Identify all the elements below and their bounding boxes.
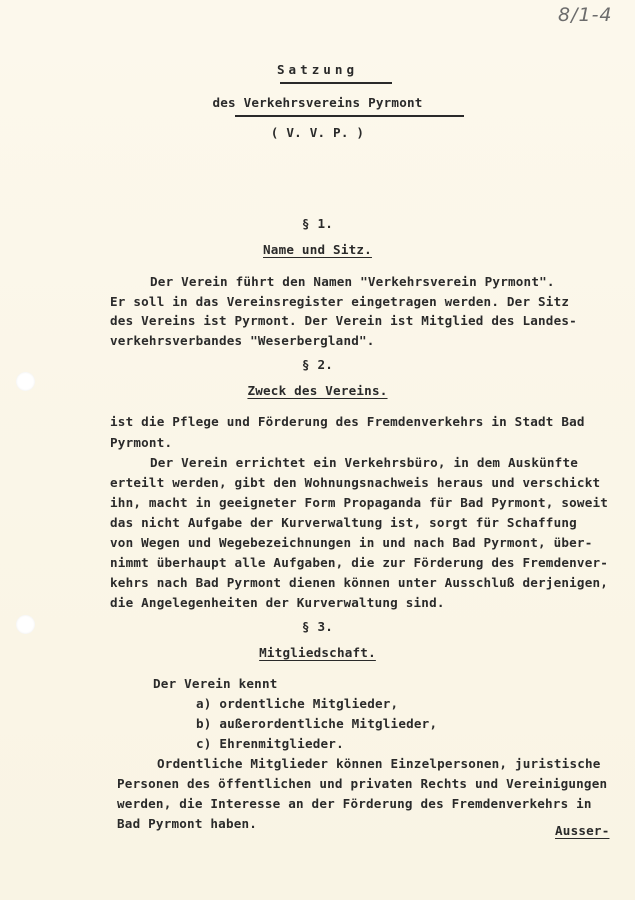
document-abbreviation: ( V. V. P. ) — [270, 125, 365, 140]
section-2-line-6: das nicht Aufgabe der Kurverwaltung ist, sorgt für Schaffung — [110, 515, 577, 530]
section-3-intro: Der Verein kennt — [153, 676, 278, 691]
section-2-line-10: die Angelegenheiten der Kurverwaltung sind. — [110, 595, 445, 610]
section-1-line-4: verkehrsverbandes "Weserbergland". — [110, 333, 375, 348]
section-1-line-3: des Vereins ist Pyrmont. Der Verein ist Mitglied des Landes- — [110, 313, 577, 328]
section-3-list-item-b: b) außerordentliche Mitglieder, — [196, 716, 438, 731]
handwritten-archive-number: 8/1-4 — [558, 4, 613, 26]
section-3-heading: Mitgliedschaft. — [259, 645, 376, 660]
section-2-line-2: Pyrmont. — [110, 435, 173, 450]
section-2-line-1: ist die Pflege und Förderung des Fremdenverkehrs in Stadt Bad — [110, 414, 585, 429]
section-3-list-item-a: a) ordentliche Mitglieder, — [196, 696, 399, 711]
section-2-number: § 2. — [301, 357, 334, 372]
section-2-line-8: nimmt überhaupt alle Aufgaben, die zur Förderung des Fremdenver- — [110, 555, 609, 570]
section-2-line-4: erteilt werden, gibt den Wohnungsnachweis heraus und verschickt — [110, 475, 601, 490]
section-2-line-5: ihn, macht in geeigneter Form Propaganda für Bad Pyrmont, soweit — [110, 495, 609, 510]
section-2-heading: Zweck des Vereins. — [247, 383, 388, 398]
section-2-line-3: Der Verein errichtet ein Verkehrsbüro, in dem Auskünfte — [150, 455, 579, 470]
page-catchword: Ausser- — [555, 823, 610, 838]
section-2-line-9: kehrs nach Bad Pyrmont dienen können unter Ausschluß derjenigen, — [110, 575, 609, 590]
section-1-number: § 1. — [301, 216, 334, 231]
section-3-line-2: Personen des öffentlichen und privaten Rechts und Vereinigungen — [117, 776, 608, 791]
section-3-line-4: Bad Pyrmont haben. — [117, 816, 258, 831]
document-subtitle: des Verkehrsvereins Pyrmont — [212, 95, 423, 110]
section-2-line-7: von Wegen und Wegebezeichnungen in und nach Bad Pyrmont, über- — [110, 535, 593, 550]
section-3-line-3: werden, die Interesse an der Förderung des Fremdenverkehrs in — [117, 796, 592, 811]
section-1-line-2: Er soll in das Vereinsregister eingetragen werden. Der Sitz — [110, 294, 570, 309]
section-1-heading: Name und Sitz. — [263, 242, 372, 257]
section-3-line-1: Ordentliche Mitglieder können Einzelpersonen, juristische — [157, 756, 601, 771]
title-rule — [280, 82, 392, 84]
subtitle-rule — [235, 115, 464, 117]
section-3-list-item-c: c) Ehrenmitglieder. — [196, 736, 344, 751]
section-3-number: § 3. — [301, 619, 334, 634]
section-1-line-1: Der Verein führt den Namen "Verkehrsverein Pyrmont". — [150, 274, 555, 289]
document-title: Satzung — [276, 62, 359, 77]
